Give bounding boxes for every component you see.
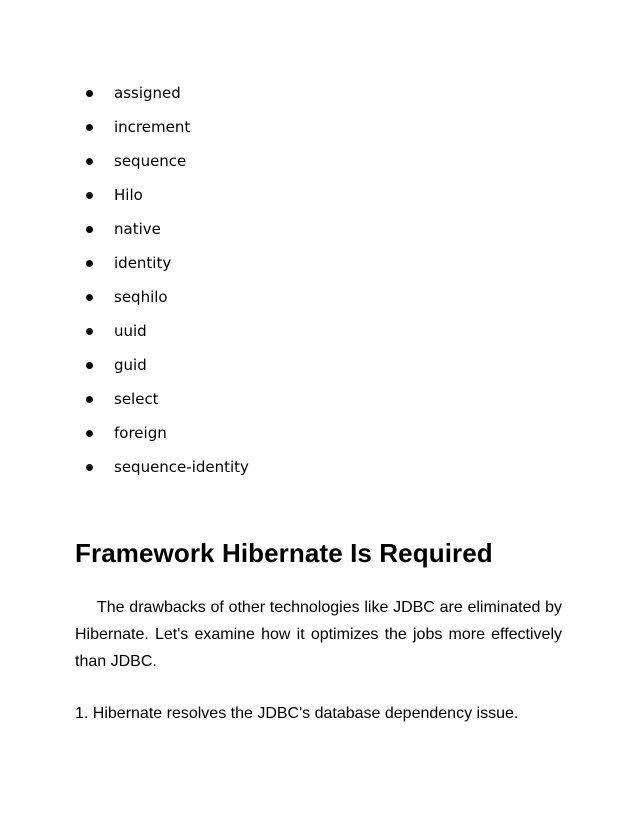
list-item-text: sequence-identity [114,458,249,476]
list-item-text: identity [114,254,172,272]
list-item [81,280,249,314]
generator-list [81,76,249,484]
bullet-icon [86,158,93,165]
body-paragraph: The drawbacks of other technologies like JDBC are eliminated by Hibernate. Let's examine how it optimizes the jobs more effectively than JDBC. [75,599,562,670]
list-item-text: assigned [114,84,181,102]
bullet-icon [86,430,93,437]
list-item [81,382,249,416]
list-item [81,348,249,382]
list-item [81,246,249,280]
bullet-icon [86,226,93,233]
bullet-icon [86,396,93,403]
bullet-icon [86,328,93,335]
numbered-point: 1. Hibernate resolves the JDBC's database dependency issue. [75,705,519,722]
bullet-icon [86,192,93,199]
bullet-icon [86,90,93,97]
bullet-icon [86,124,93,131]
list-item-text: Hilo [114,186,143,204]
bullet-icon [86,464,93,471]
section-title: Framework Hibernate Is Required [75,538,493,568]
list-item [81,314,249,348]
list-item [81,212,249,246]
bullet-icon [86,260,93,267]
list-item-text: guid [114,356,147,374]
bullet-icon [86,294,93,301]
list-item-text: foreign [114,424,167,442]
list-item-text: increment [114,118,191,136]
list-item-text: sequence [114,152,187,170]
list-item [81,450,249,484]
list-item-text: select [114,390,159,408]
list-item-text: seqhilo [114,288,168,306]
list-item [81,178,249,212]
bullet-icon [86,362,93,369]
list-item [81,76,249,110]
list-item [81,144,249,178]
list-item [81,110,249,144]
list-item [81,416,249,450]
list-item-text: uuid [114,322,147,340]
list-item-text: native [114,220,161,238]
